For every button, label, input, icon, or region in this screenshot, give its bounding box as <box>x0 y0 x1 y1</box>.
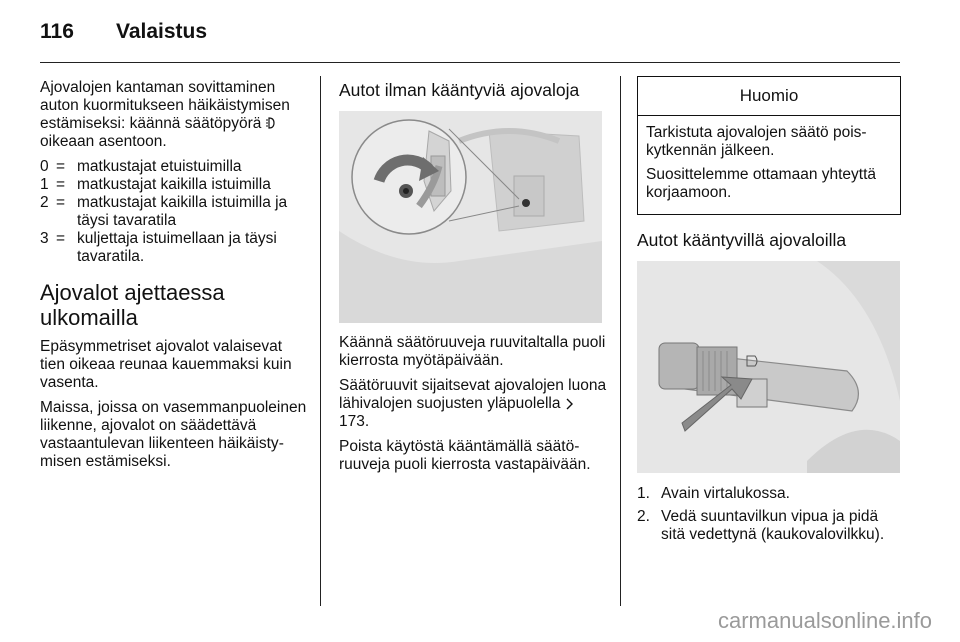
page-header <box>40 18 900 62</box>
list-item: 2. Vedä suuntavilkun vipua ja pidä sitä vedettynä (kaukovalovilkku). <box>637 508 885 543</box>
headlamp-adjust-illustration <box>339 111 602 323</box>
section-heading-abroad: Ajovalot ajettaessa ulkomailla <box>40 280 225 330</box>
intro-tail-text: oikeaan asentoon. <box>40 133 167 150</box>
notice-paragraph-1: Tarkistuta ajovalojen säätö poiskytkennän jälkeen. <box>646 124 867 159</box>
notice-box <box>637 76 901 215</box>
header-divider <box>40 62 900 63</box>
headlamp-range-icon <box>266 116 276 130</box>
intro-paragraph <box>40 79 308 151</box>
middle-column <box>339 79 607 481</box>
left-column <box>40 79 308 478</box>
list-item: 2 = matkustajat kaikilla istuimilla ja täysi tavaratila <box>40 194 288 229</box>
screw-location-text: Säätöruuvit sijaitsevat ajovalojen luona lähivalojen suojusten yläpuolella <box>339 377 607 412</box>
turn-signal-lever-illustration <box>637 261 900 473</box>
load-setting-list <box>40 158 308 266</box>
list-item: 3 = kuljettaja istuimellaan ja täysi tavaratila. <box>40 230 277 265</box>
section-heading-non-adaptive: Autot ilman kääntyviä ajovaloja <box>339 80 580 100</box>
turn-clockwise-paragraph: Käännä säätöruuveja ruuvitaltalla puoli kierrosta myötäpäivään. <box>339 334 606 369</box>
intro-text: Ajovalojen kantaman sovittaminen auton kuormitukseen häikäistymisen estämiseksi: käännä säätöpyörä <box>40 79 290 132</box>
notice-paragraph-2: Suosittelemme ottamaan yhteyttä korjaamoon. <box>646 166 877 201</box>
column-divider-right <box>620 76 621 606</box>
deactivate-paragraph: Poista käytöstä kääntämällä säätöruuveja puoli kierrosta vastapäivään. <box>339 438 591 473</box>
chapter-title: Valaistus <box>116 20 208 43</box>
list-item: 0 = matkustajat etuistuimilla <box>40 158 242 175</box>
section-heading-adaptive: Autot kääntyvillä ajovaloilla <box>637 230 847 250</box>
notice-body <box>638 116 900 214</box>
list-item: 1. Avain virtalukossa. <box>637 485 790 502</box>
page-number: 116 <box>40 20 74 43</box>
left-traffic-paragraph: Maissa, joissa on vasemmanpuoleinen liikenne, ajovalot on säädettävä vastaantulevan liikenteen häikäistymisen estämiseksi. <box>40 399 307 470</box>
asymmetric-paragraph: Epäsymmetriset ajovalot valaisevat tien oikeaa reunaa kauemmaksi kuin vasenta. <box>40 338 292 391</box>
page-reference-icon <box>565 398 574 410</box>
page-reference-text: 173. <box>339 413 370 430</box>
column-divider-left <box>320 76 321 606</box>
watermark: carmanualsonline.info <box>718 608 933 633</box>
procedure-steps <box>637 485 901 544</box>
list-item: 1 = matkustajat kaikilla istuimilla <box>40 176 271 193</box>
notice-title: Huomio <box>638 77 900 116</box>
right-column <box>637 76 901 549</box>
screw-location-paragraph <box>339 377 607 431</box>
